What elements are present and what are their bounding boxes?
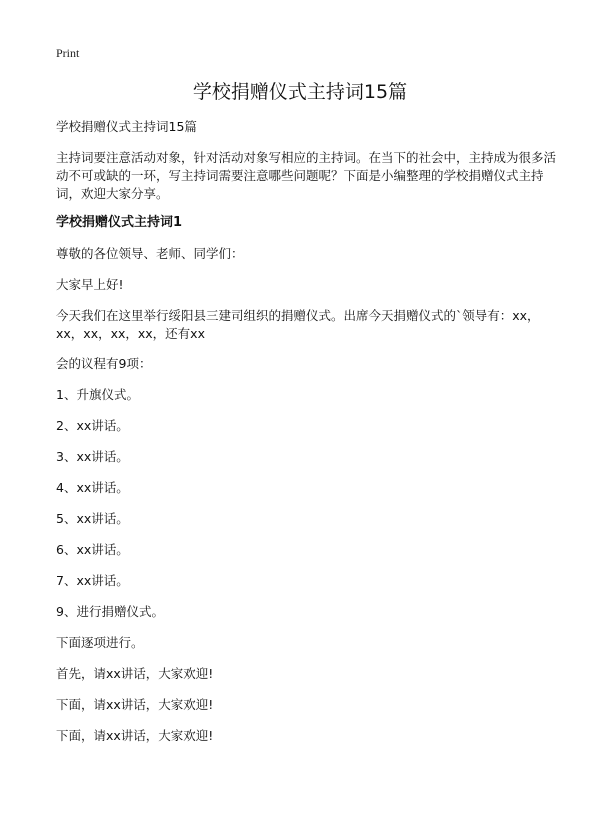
speech-line: 今天我们在这里举行绥阳县三建司组织的捐赠仪式。出席今天捐赠仪式的`领导有：xx，xx，xx，xx，xx，还有xx [56,308,540,341]
agenda-item: 6、xx讲话。 [56,542,129,557]
agenda-item: 7、xx讲话。 [56,573,129,588]
agenda-item: 5、xx讲话。 [56,511,129,526]
agenda-item: 4、xx讲话。 [56,480,129,495]
section-heading: 学校捐赠仪式主持词1 [56,215,183,230]
speech-line: 会的议程有9项： [56,356,152,371]
speech-line: 下面，请xx讲话，大家欢迎! [56,728,214,743]
document-title: 学校捐赠仪式主持词15篇 [192,81,408,103]
speech-line: 下面，请xx讲话，大家欢迎! [56,697,214,712]
agenda-item: 2、xx讲话。 [56,418,129,433]
agenda-item: 1、升旗仪式。 [56,387,139,402]
speech-line: 首先，请xx讲话，大家欢迎! [56,666,214,681]
print-link[interactable]: Print [56,46,80,60]
speech-lines [56,245,556,745]
speech-line: 下面逐项进行。 [56,635,144,650]
intro-paragraph: 主持词要注意活动对象，针对活动对象写相应的主持词。在当下的社会中，主持成为很多活动不可或缺的一环，写主持词需要注意哪些问题呢？下面是小编整理的学校捐赠仪式主持词，欢迎大家分享。 [56,150,557,201]
agenda-item: 3、xx讲话。 [56,449,129,464]
speech-line: 大家早上好! [56,277,124,292]
document-body [56,118,556,758]
document-subtitle: 学校捐赠仪式主持词15篇 [56,119,197,134]
agenda-item: 9、进行捐赠仪式。 [56,604,164,619]
speech-line: 尊敬的各位领导、老师、同学们： [56,246,244,261]
